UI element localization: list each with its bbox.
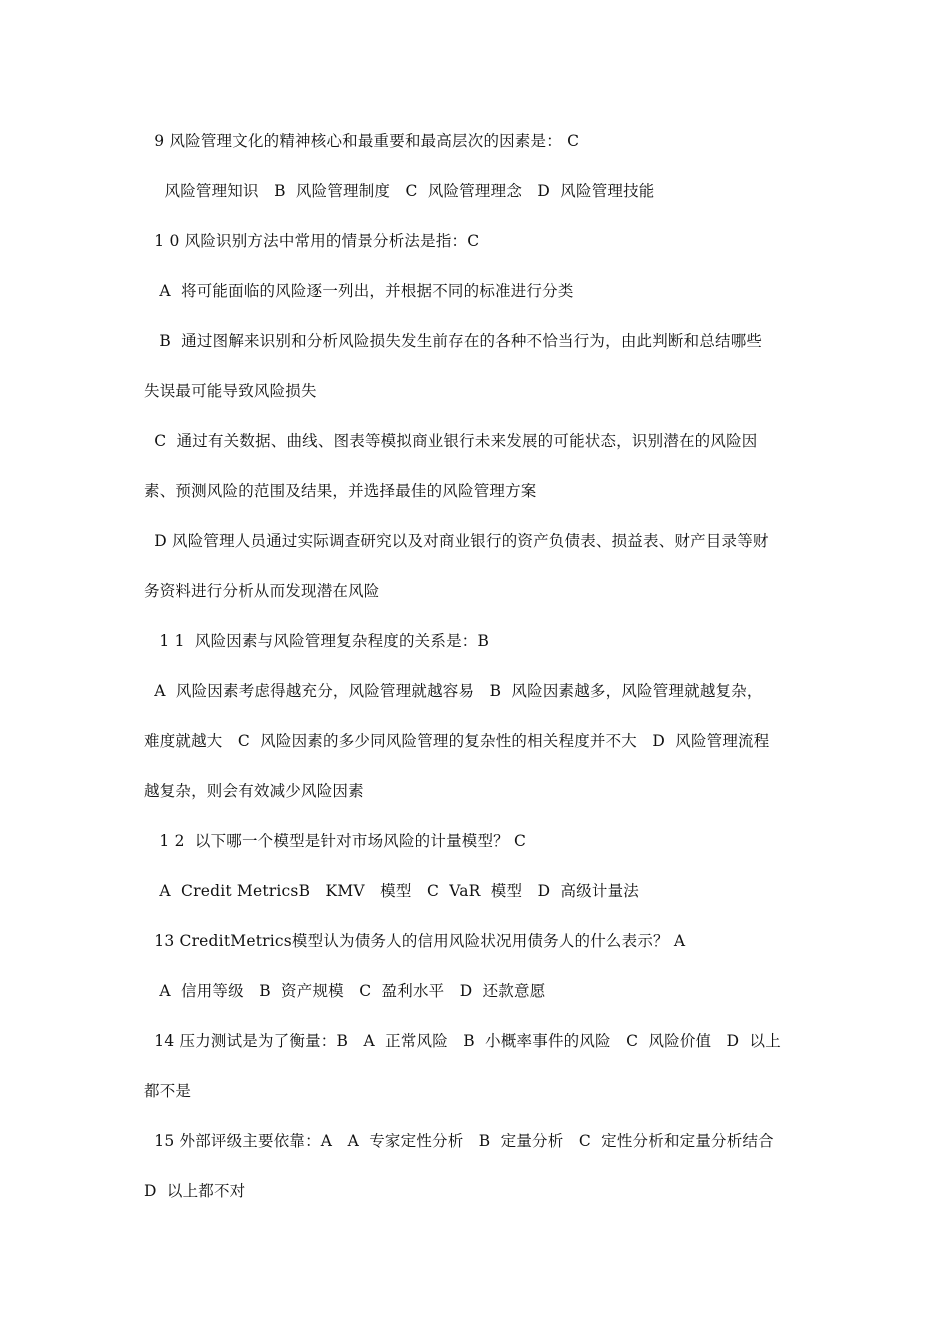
- question-10-option-d: D 风险管理人员通过实际调查研究以及对商业银行的资产负债表、损益表、财产目录等财: [144, 532, 769, 550]
- question-11-options-end: 越复杂，则会有效减少风险因素: [144, 782, 364, 800]
- question-12: 1 2 以下哪一个模型是针对市场风险的计量模型？ C: [144, 832, 527, 850]
- question-10: 1 0 风险识别方法中常用的情景分析法是指：C: [144, 232, 480, 250]
- question-13: 13 CreditMetrics模型认为债务人的信用风险状况用债务人的什么表示？ A: [144, 932, 686, 950]
- question-10-option-c: C 通过有关数据、曲线、图表等模拟商业银行未来发展的可能状态，识别潜在的风险因: [144, 432, 758, 450]
- question-15: 15 外部评级主要依靠：A A 专家定性分析 B 定量分析 C 定性分析和定量分析结合: [144, 1132, 774, 1150]
- question-10-option-b: B 通过图解来识别和分析风险损失发生前存在的各种不恰当行为，由此判断和总结哪些: [144, 332, 763, 350]
- question-14: 14 压力测试是为了衡量：B A 正常风险 B 小概率事件的风险 C 风险价值 D 以上: [144, 1032, 781, 1050]
- question-11-options: A 风险因素考虑得越充分，风险管理就越容易 B 风险因素越多，风险管理就越复杂，: [144, 682, 763, 700]
- question-14-continued: 都不是: [144, 1082, 192, 1100]
- question-10-option-d-continued: 务资料进行分析从而发现潜在风险: [144, 582, 380, 600]
- question-15-continued: D 以上都不对: [144, 1182, 246, 1200]
- question-11-options-continued: 难度就越大 C 风险因素的多少同风险管理的复杂性的相关程度并不大 D 风险管理流程: [144, 732, 770, 750]
- question-10-option-c-continued: 素、预测风险的范围及结果，并选择最佳的风险管理方案: [144, 482, 537, 500]
- question-9: 9 风险管理文化的精神核心和最重要和最高层次的因素是： C: [144, 132, 580, 150]
- question-10-option-b-continued: 失误最可能导致风险损失: [144, 382, 317, 400]
- question-11: 1 1 风险因素与风险管理复杂程度的关系是：B: [144, 632, 490, 650]
- question-12-options: A Credit MetricsB KMV 模型 C VaR 模型 D 高级计量法: [144, 882, 639, 900]
- question-10-option-a: A 将可能面临的风险逐一列出，并根据不同的标准进行分类: [144, 282, 574, 300]
- question-9-options: 风险管理知识 B 风险管理制度 C 风险管理理念 D 风险管理技能: [144, 182, 655, 200]
- question-13-options: A 信用等级 B 资产规模 C 盈利水平 D 还款意愿: [144, 982, 546, 1000]
